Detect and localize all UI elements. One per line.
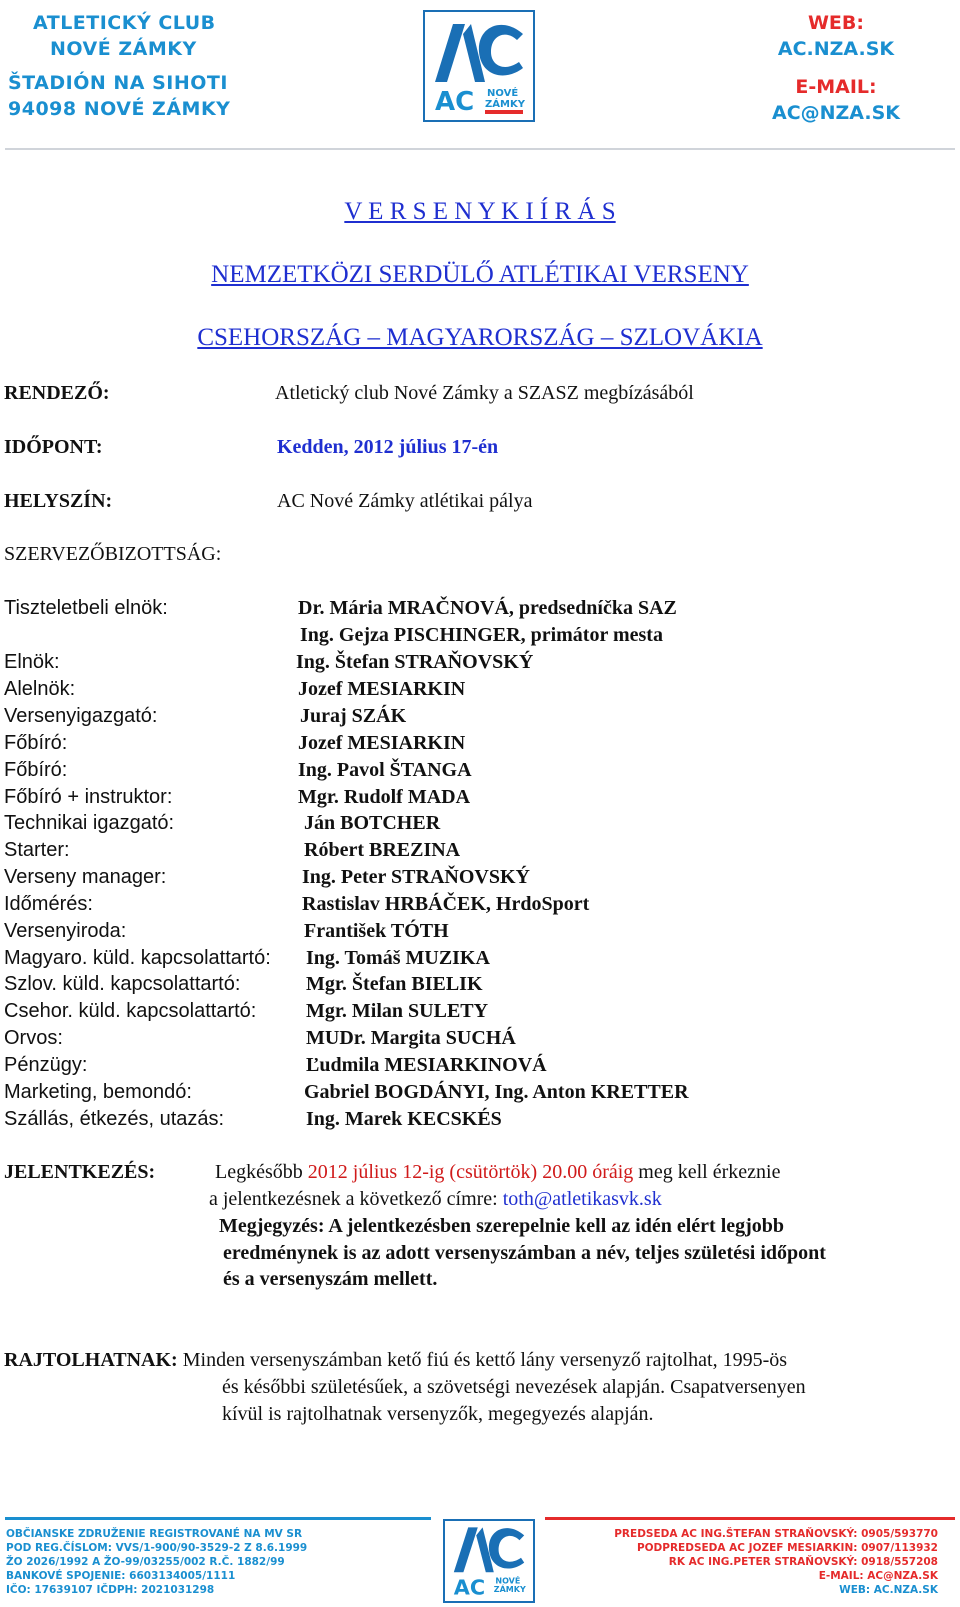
- jelentkezes-text: meg kell érkeznie: [633, 1161, 781, 1183]
- rajtolhatnak-label: RAJTOLHATNAK:: [4, 1349, 178, 1371]
- contact-email-link[interactable]: toth@atletikasvk.sk: [502, 1188, 662, 1210]
- contact-block: [772, 10, 900, 126]
- footer-logo: [443, 1519, 535, 1603]
- event-title: NEMZETKÖZI SERDÜLŐ ATLÉTIKAI VERSENY: [211, 261, 749, 288]
- note-line1: Megjegyzés: A jelentkezésben szerepelnie kell az idén elért legjobb: [219, 1215, 785, 1237]
- committee-name: Jozef MESIARKIN: [298, 678, 466, 700]
- committee-name: Rastislav HRBÁČEK, HrdoSport: [302, 893, 590, 915]
- committee-role: Starter:: [4, 839, 70, 861]
- committee-role: Főbíró + instruktor:: [4, 786, 173, 808]
- footer-logo-ac-text: AC: [453, 1575, 486, 1600]
- footer-divider-left: [5, 1517, 431, 1520]
- deadline-text: 2012 július 12-ig (csütörtök) 20.00 óráig: [307, 1161, 634, 1183]
- committee-name: Mgr. Rudolf MADA: [298, 786, 471, 808]
- footer-left-line: POD REG.ČÍSLOM: VVS/1-900/90-3529-2 Z 8.6.1999: [6, 1542, 308, 1554]
- web-label: WEB:: [807, 12, 864, 34]
- footer-logo-zamky-text: ZÁMKY: [493, 1585, 526, 1595]
- committee-role: Versenyiroda:: [4, 920, 127, 942]
- idopont-label: IDŐPONT:: [4, 436, 103, 458]
- rendezo-value: Atletický club Nové Zámky a SZASZ megbízásából: [275, 382, 694, 404]
- jelentkezes-text: Legkésőbb: [215, 1161, 308, 1183]
- committee-name: Jozef MESIARKIN: [298, 732, 466, 754]
- footer-registration: [6, 1527, 307, 1597]
- committee-name: Ing. Pavol ŠTANGA: [298, 759, 472, 781]
- logo-zamky-text: ZÁMKY: [485, 99, 525, 110]
- committee-role: Szállás, étkezés, utazás:: [4, 1108, 225, 1130]
- footer-email[interactable]: E-MAIL: AC@NZA.SK: [818, 1570, 938, 1582]
- footer-right-line: RK AC ING.PETER STRAŇOVSKÝ: 0918/557208: [668, 1556, 938, 1568]
- rendezo-label: RENDEZŐ:: [4, 382, 110, 404]
- helyszin-label: HELYSZÍN:: [4, 490, 113, 512]
- footer-right-line: PODPREDSEDA AC JOZEF MESIARKIN: 0907/113932: [636, 1542, 938, 1554]
- committee-name: Ing. Štefan STRAŇOVSKÝ: [296, 651, 534, 673]
- committee-name: Gabriel BOGDÁNYI, Ing. Anton KRETTER: [304, 1081, 689, 1103]
- footer-left-line: OBČIANSKE ZDRUŽENIE REGISTROVANÉ NA MV SR: [6, 1528, 303, 1540]
- committee-name: Ľudmila MESIARKINOVÁ: [306, 1054, 547, 1076]
- jelentkezes-line2: [209, 1186, 662, 1213]
- committee-role: Főbíró:: [4, 732, 68, 754]
- committee-role: Csehor. küld. kapcsolattartó:: [4, 1000, 257, 1022]
- note-line2: eredménynek is az adott versenyszámban a név, teljes születési időpont: [223, 1242, 826, 1264]
- committee-role: Elnök:: [4, 651, 60, 673]
- rajtolhatnak-text: Minden versenyszámban kető fiú és kettő lány versenyző rajtolhat, 1995-ös: [177, 1349, 788, 1371]
- committee-role: Magyaro. küld. kapcsolattartó:: [4, 947, 271, 969]
- committee-name: Róbert BREZINA: [304, 839, 461, 861]
- countries-title: CSEHORSZÁG – MAGYARORSZÁG – SZLOVÁKIA: [197, 324, 763, 351]
- committee-name: Ing. Marek KECSKÉS: [306, 1108, 502, 1130]
- jelentkezes-label: JELENTKEZÉS:: [4, 1161, 156, 1183]
- postcode-line: 94098 NOVÉ ZÁMKY: [8, 98, 231, 120]
- footer-web[interactable]: WEB: AC.NZA.SK: [839, 1584, 938, 1596]
- footer-left-line: ŽO 2026/1992 A ŽO-99/03255/002 R.Č. 1882/99: [6, 1556, 285, 1568]
- footer-divider-right: [545, 1517, 955, 1520]
- committee-name: Mgr. Štefan BIELIK: [306, 973, 483, 995]
- committee-role: Versenyigazgató:: [4, 705, 158, 727]
- committee-role: Orvos:: [4, 1027, 63, 1049]
- committee-role: Időmérés:: [4, 893, 93, 915]
- club-name-line2: NOVÉ ZÁMKY: [50, 38, 197, 60]
- committee-name: Juraj SZÁK: [300, 705, 407, 727]
- committee-role: Marketing, bemondó:: [4, 1081, 192, 1103]
- committee-role: Főbíró:: [4, 759, 68, 781]
- note-line3: és a versenyszám mellett.: [223, 1268, 438, 1290]
- szervezo-label: SZERVEZŐBIZOTTSÁG:: [4, 543, 222, 565]
- committee-role: Szlov. küld. kapcsolattartó:: [4, 973, 241, 995]
- logo-ac-text: AC: [435, 87, 475, 117]
- footer-left-line: IČO: 17639107 IČDPH: 2021031298: [6, 1584, 215, 1596]
- committee-name: Ján BOTCHER: [304, 812, 441, 834]
- web-value[interactable]: AC.NZA.SK: [777, 38, 895, 60]
- committee-name: Ing. Peter STRAŇOVSKÝ: [302, 866, 530, 888]
- club-logo: [423, 10, 535, 122]
- footer-left-line: BANKOVÉ SPOJENIE: 6603134005/1111: [6, 1570, 236, 1582]
- committee-role: Tiszteletbeli elnök:: [4, 597, 168, 619]
- committee-name: MUDr. Margita SUCHÁ: [306, 1027, 516, 1049]
- email-value[interactable]: AC@NZA.SK: [771, 102, 900, 124]
- committee-name: Ing. Gejza PISCHINGER, primátor mesta: [300, 624, 663, 646]
- rajtolhatnak-line1: [4, 1347, 787, 1374]
- idopont-value: Kedden, 2012 július 17-én: [277, 436, 499, 458]
- stadium-line: ŠTADIÓN NA SIHOTI: [8, 72, 228, 94]
- committee-role: Technikai igazgató:: [4, 812, 175, 834]
- header-divider: [5, 148, 955, 150]
- club-name-line1: ATLETICKÝ CLUB: [33, 12, 216, 34]
- helyszin-value: AC Nové Zámky atlétikai pálya: [277, 490, 533, 512]
- jelentkezes-line1: [215, 1159, 780, 1186]
- rajtolhatnak-line3: kívül is rajtolhatnak versenyzők, megegyezés alapján.: [222, 1403, 654, 1425]
- committee-name: František TÓTH: [304, 920, 449, 942]
- committee-role: Pénzügy:: [4, 1054, 88, 1076]
- committee-role: Alelnök:: [4, 678, 76, 700]
- email-label: E-MAIL:: [795, 76, 877, 98]
- footer-logo-nove-text: NOVÉ: [495, 1576, 521, 1586]
- committee-name: Ing. Tomáš MUZIKA: [306, 947, 490, 969]
- committee-name: Mgr. Milan SULETY: [306, 1000, 489, 1022]
- rajtolhatnak-line2: és későbbi születésűek, a szövetségi nevezések alapján. Csapatversenyen: [222, 1376, 806, 1398]
- logo-nove-text: NOVÉ: [487, 88, 519, 99]
- jelentkezes-text: a jelentkezésnek a következő címre:: [209, 1188, 503, 1210]
- club-address: [8, 10, 230, 122]
- footer-right-line: PREDSEDA AC ING.ŠTEFAN STRAŇOVSKÝ: 0905/593770: [614, 1528, 938, 1540]
- footer-contacts: [614, 1527, 938, 1597]
- committee-name: Dr. Mária MRAČNOVÁ, predsedníčka SAZ: [298, 597, 677, 619]
- doc-title: V E R S E N Y K I Í R Á S: [344, 198, 616, 225]
- committee-role: Verseny manager:: [4, 866, 167, 888]
